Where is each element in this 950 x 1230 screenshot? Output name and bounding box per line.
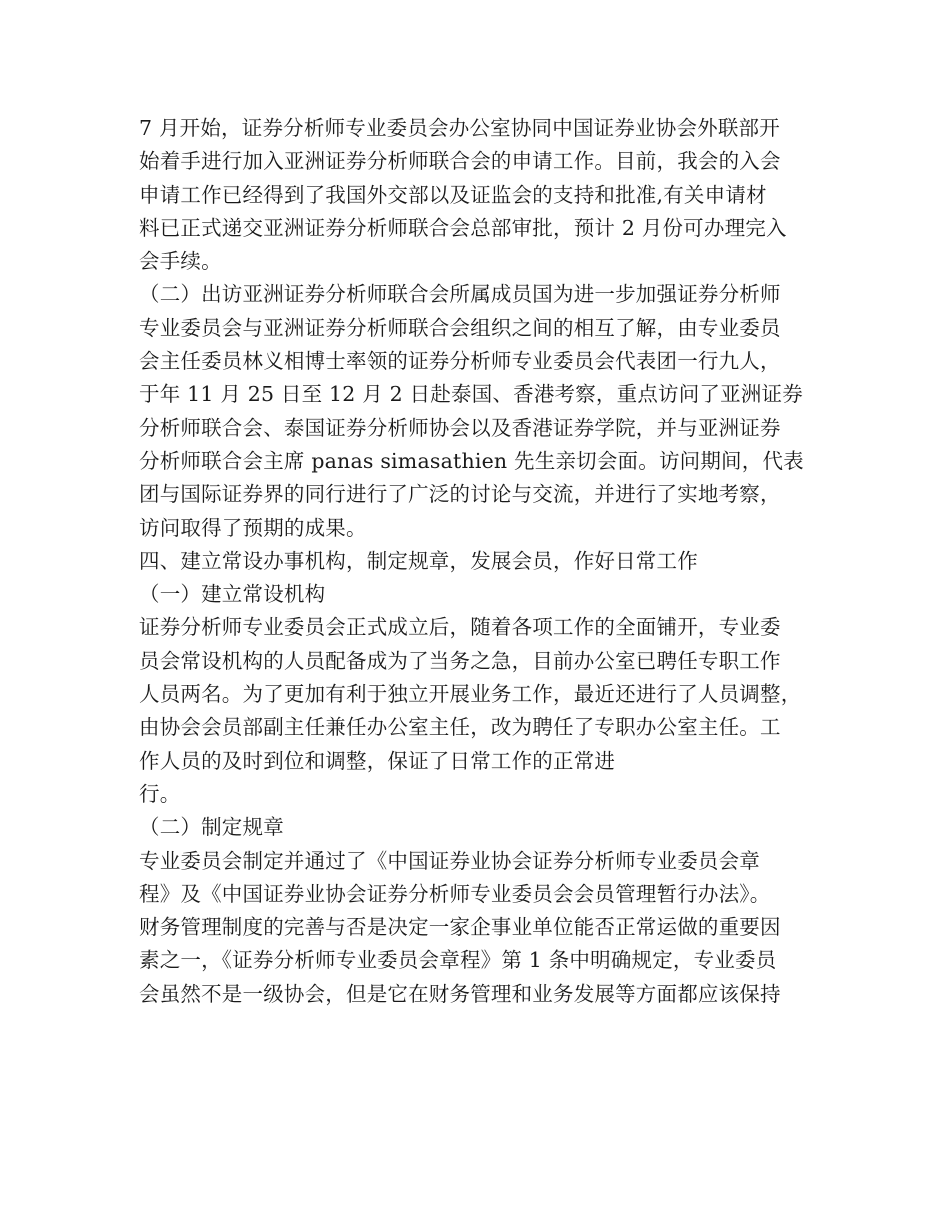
body-line: 由协会会员部副主任兼任办公室主任，改为聘任了专职办公室主任。工 <box>139 715 781 740</box>
section-heading: 四、建立常设办事机构，制定规章，发展会员，作好日常工作 <box>139 548 698 573</box>
body-line: 料已正式递交亚洲证券分析师联合会总部审批，预计 2 月份可办理完入 <box>139 215 787 240</box>
body-line: 财务管理制度的完善与否是决定一家企事业单位能否正常运做的重要因 <box>139 915 781 940</box>
body-line: 证券分析师专业委员会正式成立后，随着各项工作的全面铺开，专业委 <box>139 615 781 640</box>
body-line: 团与国际证券界的同行进行了广泛的讨论与交流，并进行了实地考察， <box>139 482 781 507</box>
body-line: 分析师联合会、泰国证券分析师协会以及香港证券学院，并与亚洲证券 <box>139 415 781 440</box>
body-line: 专业委员会制定并通过了《中国证券业协会证券分析师专业委员会章 <box>139 848 760 873</box>
body-line: 素之一，《证券分析师专业委员会章程》第 1 条中明确规定，专业委员 <box>139 948 777 973</box>
body-line: 申请工作已经得到了我国外交部以及证监会的支持和批准,有关申请材 <box>139 182 767 207</box>
body-line: 始着手进行加入亚洲证券分析师联合会的申请工作。目前，我会的入会 <box>139 149 781 174</box>
body-line: 7 月开始，证券分析师专业委员会办公室协同中国证券业协会外联部开 <box>139 116 780 140</box>
document-body <box>139 112 839 1011</box>
body-line: 作人员的及时到位和调整，保证了日常工作的正常进 <box>139 748 616 773</box>
body-line: 程》及《中国证券业协会证券分析师专业委员会会员管理暂行办法》。 <box>139 881 771 906</box>
body-line: 行。 <box>139 781 181 806</box>
body-line: 员会常设机构的人员配备成为了当务之急，目前办公室已聘任专职工作 <box>139 648 781 673</box>
subsection-heading: （二）制定规章 <box>139 815 284 840</box>
body-line: 会虽然不是一级协会，但是它在财务管理和业务发展等方面都应该保持 <box>139 981 781 1006</box>
section-heading-line: （二）出访亚洲证券分析师联合会所属成员国为进一步加强证券分析师 <box>139 282 781 307</box>
body-line: 会主任委员林义相博士率领的证券分析师专业委员会代表团一行九人， <box>139 349 781 374</box>
body-line: 于年 11 月 25 日至 12 月 2 日赴泰国、香港考察，重点访问了亚洲证券 <box>139 382 803 407</box>
body-line: 访问取得了预期的成果。 <box>139 515 367 540</box>
body-line: 会手续。 <box>139 249 222 274</box>
body-line: 专业委员会与亚洲证券分析师联合会组织之间的相互了解，由专业委员 <box>139 315 781 340</box>
body-line: 分析师联合会主席 panas simasathien 先生亲切会面。访问期间，代表 <box>139 448 804 473</box>
subsection-heading: （一）建立常设机构 <box>139 582 326 607</box>
body-line: 人员两名。为了更加有利于独立开展业务工作，最近还进行了人员调整， <box>139 682 802 707</box>
